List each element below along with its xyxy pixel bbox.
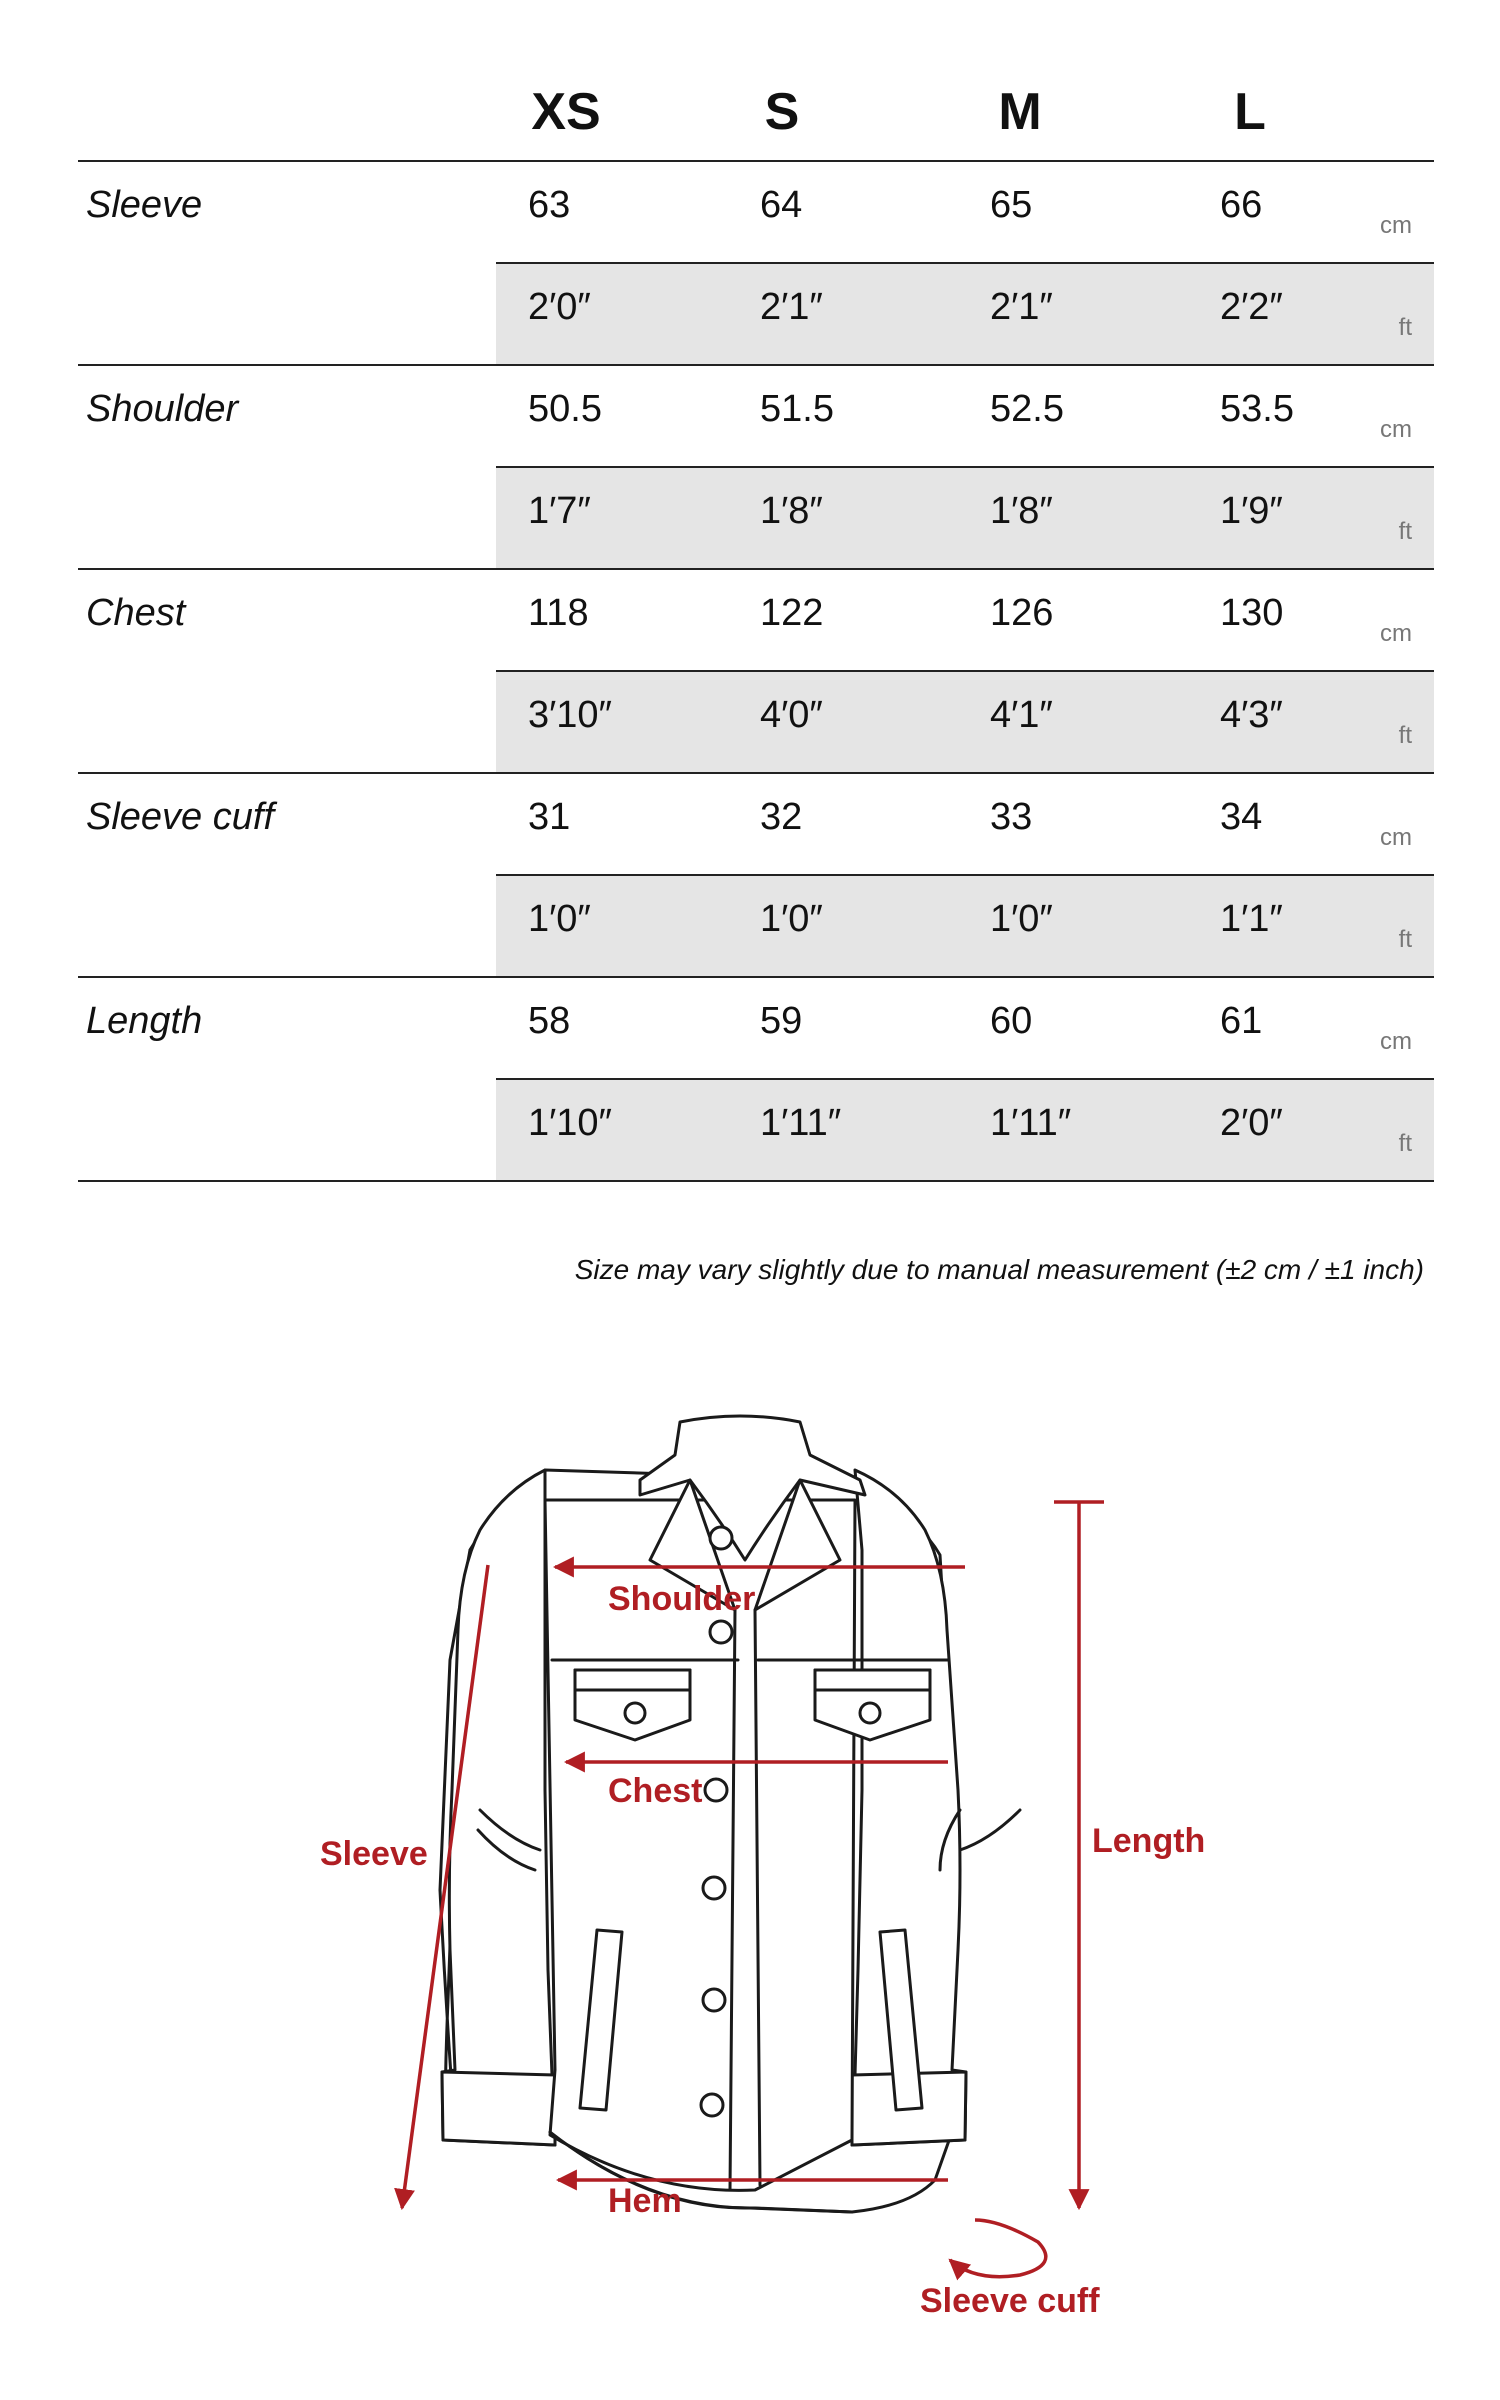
value-cell: 4′3″ [1220,694,1283,736]
value-cell: 2′2″ [1220,286,1283,328]
value-cell: 1′0″ [760,898,823,940]
sleeve-cuff-label: Sleeve cuff [920,2282,1100,2320]
value-cell: 33 [990,796,1033,838]
size-chart-table [78,60,1434,1285]
measurement-row-cm [496,978,1434,1080]
chest-label: Chest [608,1772,703,1810]
unit-label: cm [1380,824,1412,851]
value-cell: 63 [528,184,571,226]
unit-label: cm [1380,1028,1412,1055]
measurement-row-ft [496,876,1434,976]
size-header-l: L [1234,83,1266,141]
value-cell: 34 [1220,796,1263,838]
value-cell: 50.5 [528,388,602,430]
value-cell: 52.5 [990,388,1064,430]
value-cell: 4′0″ [760,694,823,736]
value-cell: 60 [990,1000,1033,1042]
measurement-row-ft [496,1080,1434,1180]
value-cell: 1′11″ [990,1102,1072,1144]
value-cell: 4′1″ [990,694,1053,736]
measurement-label: Shoulder [86,388,239,430]
measurement-group [78,366,1434,570]
value-cell: 1′1″ [1220,898,1283,940]
unit-label: cm [1380,416,1412,443]
measurement-note: Size may vary slightly due to manual measurement (±2 cm / ±1 inch) [574,1254,1424,1285]
value-cell: 2′0″ [1220,1102,1283,1144]
value-cell: 2′0″ [528,286,591,328]
value-cell: 32 [760,796,803,838]
value-cell: 126 [990,592,1054,634]
sleeve-label: Sleeve [320,1835,428,1873]
value-cell: 61 [1220,1000,1263,1042]
value-cell: 1′8″ [760,490,823,532]
value-cell: 31 [528,796,571,838]
measurement-row-cm [496,162,1434,264]
value-cell: 1′8″ [990,490,1053,532]
value-cell: 51.5 [760,388,834,430]
unit-label: ft [1398,518,1412,545]
size-header-xs: XS [531,83,601,141]
measurement-group [78,570,1434,774]
value-cell: 65 [990,184,1033,226]
value-cell: 130 [1220,592,1284,634]
unit-label: cm [1380,212,1412,239]
value-cell: 66 [1220,184,1263,226]
measurement-row-cm [496,570,1434,672]
measurement-group [78,978,1434,1182]
value-cell: 59 [760,1000,803,1042]
measurement-label: Sleeve cuff [86,796,274,838]
measurement-label: Chest [86,592,186,634]
unit-label: ft [1398,314,1412,341]
size-header-row [78,60,1434,162]
value-cell: 1′11″ [760,1102,842,1144]
hem-label: Hem [608,2182,682,2220]
value-cell: 2′1″ [990,286,1053,328]
value-cell: 2′1″ [760,286,823,328]
value-cell: 1′9″ [1220,490,1283,532]
value-cell: 3′10″ [528,694,612,736]
measurement-label: Length [86,1000,203,1042]
sleeve-cuff-arrow [950,2220,1046,2277]
value-cell: 122 [760,592,824,634]
unit-label: ft [1398,1130,1412,1157]
measurement-group [78,774,1434,978]
value-cell: 64 [760,184,803,226]
size-header-s: S [764,83,800,141]
measurement-group [78,162,1434,366]
shoulder-label: Shoulder [608,1580,756,1618]
value-cell: 58 [528,1000,571,1042]
measurement-row-ft [496,672,1434,772]
measurement-label: Sleeve [86,184,203,226]
value-cell: 1′7″ [528,490,591,532]
unit-label: ft [1398,722,1412,749]
measurement-row-cm [496,366,1434,468]
value-cell: 118 [528,592,589,634]
measurement-row-ft [496,468,1434,568]
value-cell: 1′0″ [528,898,591,940]
unit-label: ft [1398,926,1412,953]
length-label: Length [1092,1822,1206,1860]
measurement-row-ft [496,264,1434,364]
value-cell: 53.5 [1220,388,1294,430]
unit-label: cm [1380,620,1412,647]
measurement-row-cm [496,774,1434,876]
value-cell: 1′0″ [990,898,1053,940]
value-cell: 1′10″ [528,1102,612,1144]
jacket-measurement-diagram [0,1370,1500,2320]
size-header-m: M [998,83,1042,141]
